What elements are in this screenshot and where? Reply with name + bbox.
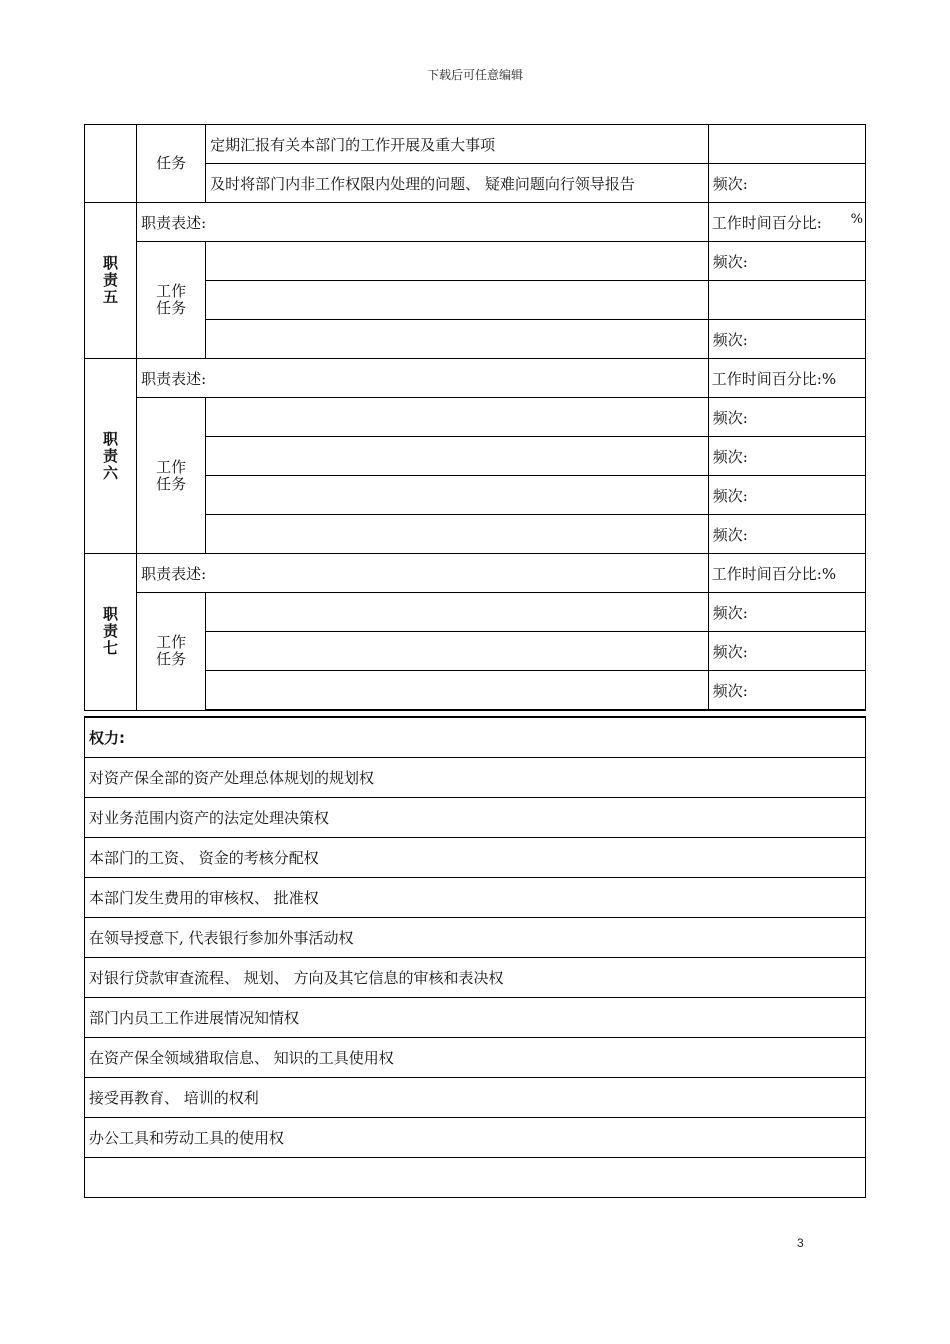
task-input-cell[interactable] (206, 320, 709, 359)
table-row (85, 125, 866, 164)
power-item: 对银行贷款审查流程、 规划、 方向及其它信息的审核和表决权 (85, 958, 866, 998)
task-text: 定期汇报有关本部门的工作开展及重大事项 (206, 125, 709, 164)
frequency-cell: 频次: (708, 242, 865, 281)
duty-six-label: 职 责 六 (85, 359, 137, 554)
task-input-cell[interactable] (206, 632, 709, 671)
power-item: 本部门发生费用的审核权、 批准权 (85, 878, 866, 918)
task-input-cell[interactable] (206, 671, 709, 711)
frequency-cell: 频次: (708, 320, 865, 359)
table-row (85, 203, 866, 242)
frequency-cell (708, 281, 865, 320)
task-input-cell[interactable] (206, 437, 709, 476)
list-item (85, 958, 866, 998)
power-item: 本部门的工资、 资金的考核分配权 (85, 838, 866, 878)
frequency-cell: 频次: (708, 671, 865, 711)
work-time-percent-cell: 工作时间百分比:% (708, 554, 865, 593)
task-input-cell[interactable] (206, 476, 709, 515)
table-row (85, 554, 866, 593)
task-text: 及时将部门内非工作权限内处理的问题、 疑难问题向行领导报告 (206, 164, 709, 203)
frequency-cell: 频次: (708, 164, 865, 203)
work-time-percent-cell: 工作时间百分比:% (708, 359, 865, 398)
list-item (85, 1078, 866, 1118)
power-item-empty[interactable] (85, 1158, 866, 1198)
list-item (85, 1118, 866, 1158)
list-item (85, 798, 866, 838)
task-input-cell[interactable] (206, 398, 709, 437)
frequency-cell (708, 125, 865, 164)
header-note: 下载后可任意编辑 (426, 68, 523, 82)
frequency-cell: 频次: (708, 632, 865, 671)
power-item: 对资产保全部的资产处理总体规划的规划权 (85, 758, 866, 798)
power-item: 对业务范围内资产的法定处理决策权 (85, 798, 866, 838)
table-row (85, 359, 866, 398)
frequency-cell: 频次: (708, 593, 865, 632)
power-item: 办公工具和劳动工具的使用权 (85, 1118, 866, 1158)
table-row (85, 398, 866, 437)
duty-five-label: 职 责 五 (85, 203, 137, 359)
power-item: 在领导授意下, 代表银行参加外事活动权 (85, 918, 866, 958)
powers-title: 权力: (85, 717, 866, 758)
duties-table (84, 124, 866, 711)
task-input-cell[interactable] (206, 593, 709, 632)
duty-description-label: 职责表述: (137, 554, 709, 593)
list-item (85, 878, 866, 918)
page-number: 3 (797, 1236, 804, 1250)
frequency-cell: 频次: (708, 398, 865, 437)
frequency-cell: 频次: (708, 437, 865, 476)
table-row (85, 242, 866, 281)
list-item (85, 1158, 866, 1198)
duty-description-label: 职责表述: (137, 203, 709, 242)
work-task-label: 工作 任务 (137, 593, 206, 711)
task-input-cell[interactable] (206, 242, 709, 281)
power-item: 部门内员工工作进展情况知情权 (85, 998, 866, 1038)
list-item (85, 758, 866, 798)
powers-title-row (85, 717, 866, 758)
table-row (85, 593, 866, 632)
power-item: 接受再教育、 培训的权利 (85, 1078, 866, 1118)
task-input-cell[interactable] (206, 515, 709, 554)
task-label: 任务 (137, 125, 206, 203)
task-input-cell[interactable] (206, 281, 709, 320)
work-task-label: 工作 任务 (137, 398, 206, 554)
powers-table (84, 716, 866, 1198)
list-item (85, 998, 866, 1038)
frequency-cell: 频次: (708, 476, 865, 515)
duty-seven-label: 职 责 七 (85, 554, 137, 711)
duty-continuation-cell (85, 125, 137, 203)
work-task-label: 工作 任务 (137, 242, 206, 359)
power-item: 在资产保全领域猎取信息、 知识的工具使用权 (85, 1038, 866, 1078)
frequency-cell: 频次: (708, 515, 865, 554)
work-time-percent-cell: 工作时间百分比: % (708, 203, 865, 242)
list-item (85, 838, 866, 878)
list-item (85, 1038, 866, 1078)
list-item (85, 918, 866, 958)
duty-description-label: 职责表述: (137, 359, 709, 398)
